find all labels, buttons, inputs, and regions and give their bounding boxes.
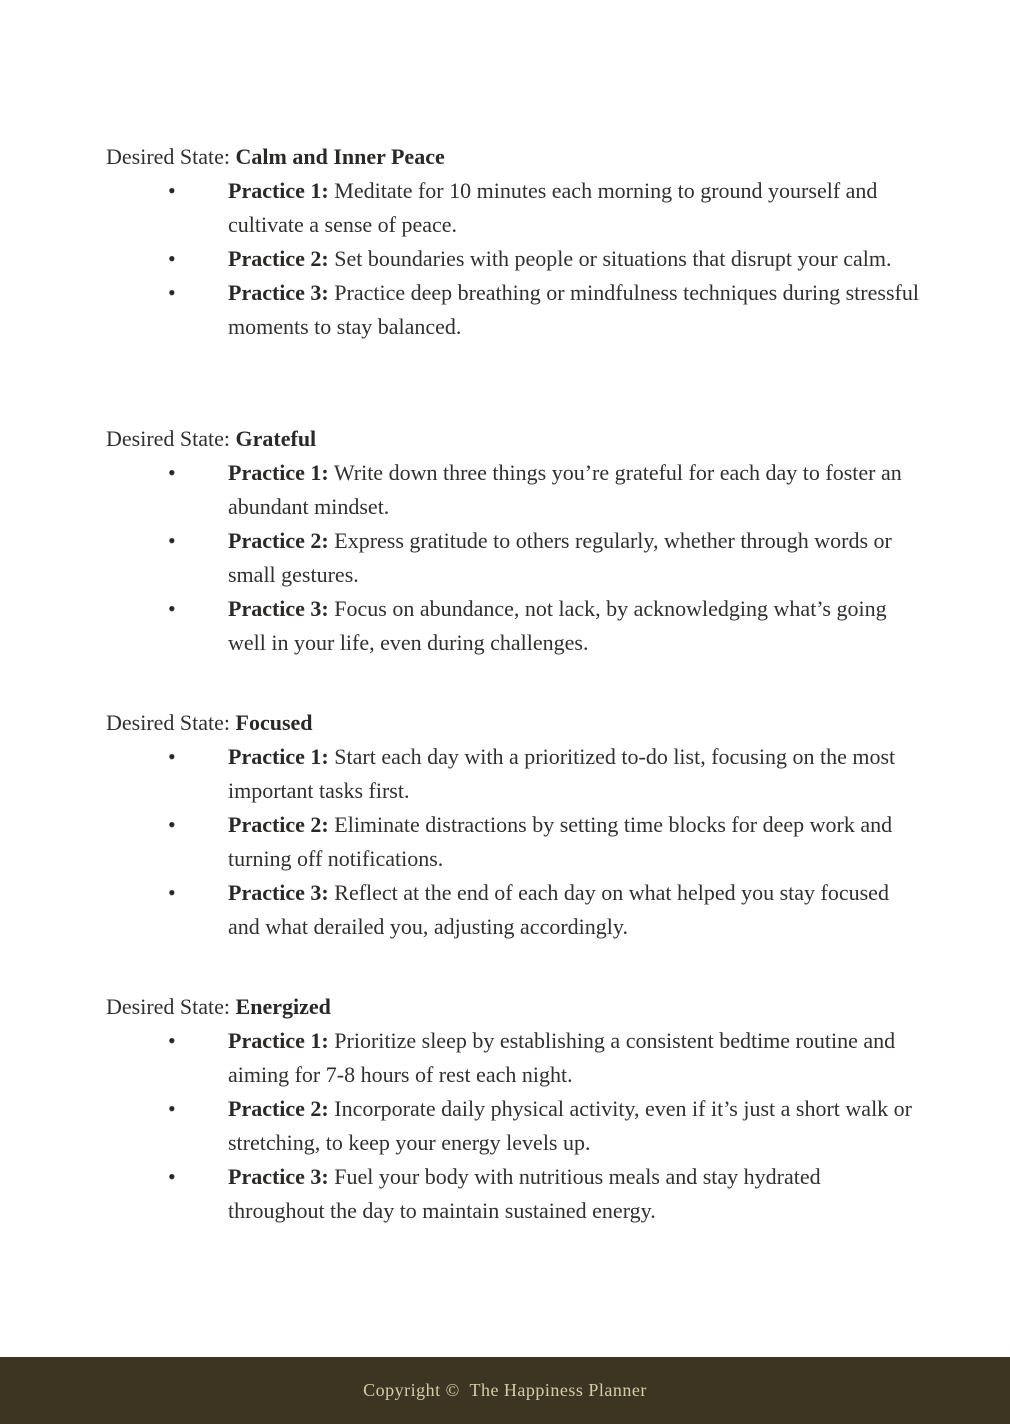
bullet-icon: • [168, 1164, 176, 1189]
heading-prefix: Desired State: [106, 994, 231, 1019]
heading-state: Calm and Inner Peace [235, 144, 445, 169]
list-item [168, 808, 920, 876]
bullet-icon: • [168, 880, 176, 905]
section-calm-and-inner-peace [106, 140, 920, 344]
practice-text [228, 456, 920, 524]
bullet-icon: • [168, 1028, 176, 1053]
practice-label: Practice 2: [228, 1096, 329, 1121]
heading-state: Grateful [235, 426, 317, 451]
practice-desc: Write down three things you’re grateful for each day to foster an abundant mindset. [228, 460, 902, 519]
practice-list [106, 740, 920, 944]
practice-label: Practice 3: [228, 1164, 329, 1189]
list-item [168, 524, 920, 592]
bullet-icon: • [168, 744, 176, 769]
practice-label: Practice 3: [228, 880, 329, 905]
list-item [168, 242, 920, 276]
practice-label: Practice 2: [228, 528, 329, 553]
practice-text [228, 524, 920, 592]
list-item [168, 1092, 920, 1160]
practice-list [106, 174, 920, 344]
practice-text [228, 276, 920, 344]
heading-prefix: Desired State: [106, 426, 231, 451]
practice-label: Practice 1: [228, 744, 329, 769]
practice-desc: Reflect at the end of each day on what helped you stay focused and what derailed you, adjusting accordingly. [228, 880, 889, 939]
heading-prefix: Desired State: [106, 144, 231, 169]
practice-desc: Practice deep breathing or mindfulness techniques during stressful moments to stay balanced. [228, 280, 919, 339]
practice-label: Practice 3: [228, 596, 329, 621]
section-grateful [106, 422, 920, 660]
practice-label: Practice 2: [228, 246, 329, 271]
list-item [168, 740, 920, 808]
practice-label: Practice 1: [228, 460, 329, 485]
practice-desc: Prioritize sleep by establishing a consistent bedtime routine and aiming for 7-8 hours of rest each night. [228, 1028, 896, 1087]
practice-text [228, 1092, 920, 1160]
practice-text [228, 242, 892, 276]
section-heading [106, 140, 920, 174]
heading-state: Energized [235, 994, 331, 1019]
heading-prefix: Desired State: [106, 710, 231, 735]
bullet-icon: • [168, 246, 176, 271]
section-heading [106, 422, 920, 456]
list-item [168, 456, 920, 524]
practice-list [106, 456, 920, 660]
practice-text [228, 592, 920, 660]
bullet-icon: • [168, 596, 176, 621]
list-item [168, 1024, 920, 1092]
section-focused [106, 706, 920, 944]
practice-text [228, 876, 920, 944]
practice-desc: Start each day with a prioritized to-do list, focusing on the most important tasks first. [228, 744, 896, 803]
list-item [168, 592, 920, 660]
practice-text [228, 174, 920, 242]
practice-desc: Express gratitude to others regularly, whether through words or small gestures. [228, 528, 892, 587]
heading-state: Focused [235, 710, 313, 735]
practice-desc: Incorporate daily physical activity, even if it’s just a short walk or stretching, to keep your energy levels up. [228, 1096, 913, 1155]
practice-label: Practice 1: [228, 1028, 329, 1053]
bullet-icon: • [168, 812, 176, 837]
practice-label: Practice 2: [228, 812, 329, 837]
copyright-text: Copyright © The Happiness Planner [363, 1380, 647, 1400]
practice-desc: Eliminate distractions by setting time blocks for deep work and turning off notifications. [228, 812, 893, 871]
list-item [168, 276, 920, 344]
practice-text [228, 740, 920, 808]
bullet-icon: • [168, 460, 176, 485]
practice-desc: Set boundaries with people or situations that disrupt your calm. [334, 246, 892, 271]
bullet-icon: • [168, 1096, 176, 1121]
practice-list [106, 1024, 920, 1228]
list-item [168, 876, 920, 944]
list-item [168, 1160, 920, 1228]
practice-desc: Meditate for 10 minutes each morning to ground yourself and cultivate a sense of peace. [228, 178, 878, 237]
practice-text [228, 808, 920, 876]
practice-text [228, 1160, 920, 1228]
footer-bar [0, 1357, 1010, 1424]
section-energized [106, 990, 920, 1228]
practice-label: Practice 3: [228, 280, 329, 305]
bullet-icon: • [168, 528, 176, 553]
practice-desc: Fuel your body with nutritious meals and stay hydrated throughout the day to maintain sustained energy. [228, 1164, 821, 1223]
bullet-icon: • [168, 280, 176, 305]
bullet-icon: • [168, 178, 176, 203]
practice-label: Practice 1: [228, 178, 329, 203]
practice-text [228, 1024, 920, 1092]
practice-desc: Focus on abundance, not lack, by acknowledging what’s going well in your life, even during challenges. [228, 596, 887, 655]
list-item [168, 174, 920, 242]
section-heading [106, 990, 920, 1024]
section-heading [106, 706, 920, 740]
